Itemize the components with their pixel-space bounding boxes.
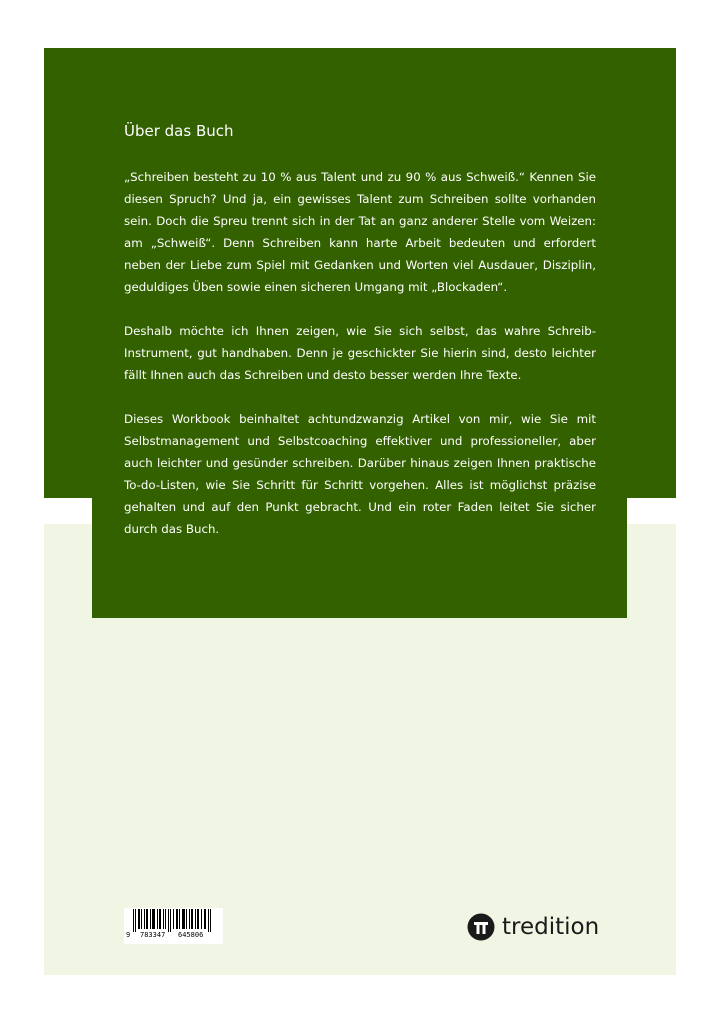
isbn-digits-left: 783347 (140, 931, 166, 939)
publisher-logo (467, 912, 599, 942)
isbn-digits (124, 929, 223, 941)
isbn-digit-first: 9 (126, 931, 131, 939)
blurb-text (124, 166, 596, 562)
tredition-logo-icon (467, 913, 495, 941)
blurb-title: Über das Buch (124, 122, 234, 140)
blurb-paragraph-3: Dieses Workbook beinhaltet achtundzwanzig Artikel von mir, wie Sie mit Selbstmanagement und Selbstcoaching effektiver und professioneller, aber auch leichter und gesünder schreiben. Darüber hinaus zeigen Ihnen praktische To-do-Listen, wie Sie Schritt für Schritt vorgehen. Alles ist möglichst präzise gehalten und auf den Punkt gebracht. Und ein roter Faden leitet Sie sicher durch das Buch. (124, 412, 596, 536)
blurb-paragraph-2: Deshalb möchte ich Ihnen zeigen, wie Sie sich selbst, das wahre Schreib-Instrument, gut handhaben. Denn je geschickter Sie hierin sind, desto leichter fällt Ihnen auch das Schreiben und desto besser werden Ihre Texte. (124, 324, 596, 382)
blurb-paragraph-1: „Schreiben besteht zu 10 % aus Talent und zu 90 % aus Schweiß.“ Kennen Sie diesen Spruch? Und ja, ein gewisses Talent zum Schreiben sollte vorhanden sein. Doch die Spreu trennt sich in der Tat an ganz anderer Stelle vom Weizen: am „Schweiß“. Denn Schreiben kann harte Arbeit bedeuten und erfordert neben der Liebe zum Spiel mit Gedanken und Worten viel Ausdauer, Disziplin, geduldiges Üben sowie einen sicheren Umgang mit „Blockaden“. (124, 170, 596, 294)
isbn-digits-right: 645806 (178, 931, 204, 939)
publisher-name: tredition (502, 914, 600, 940)
isbn-barcode (124, 908, 223, 944)
